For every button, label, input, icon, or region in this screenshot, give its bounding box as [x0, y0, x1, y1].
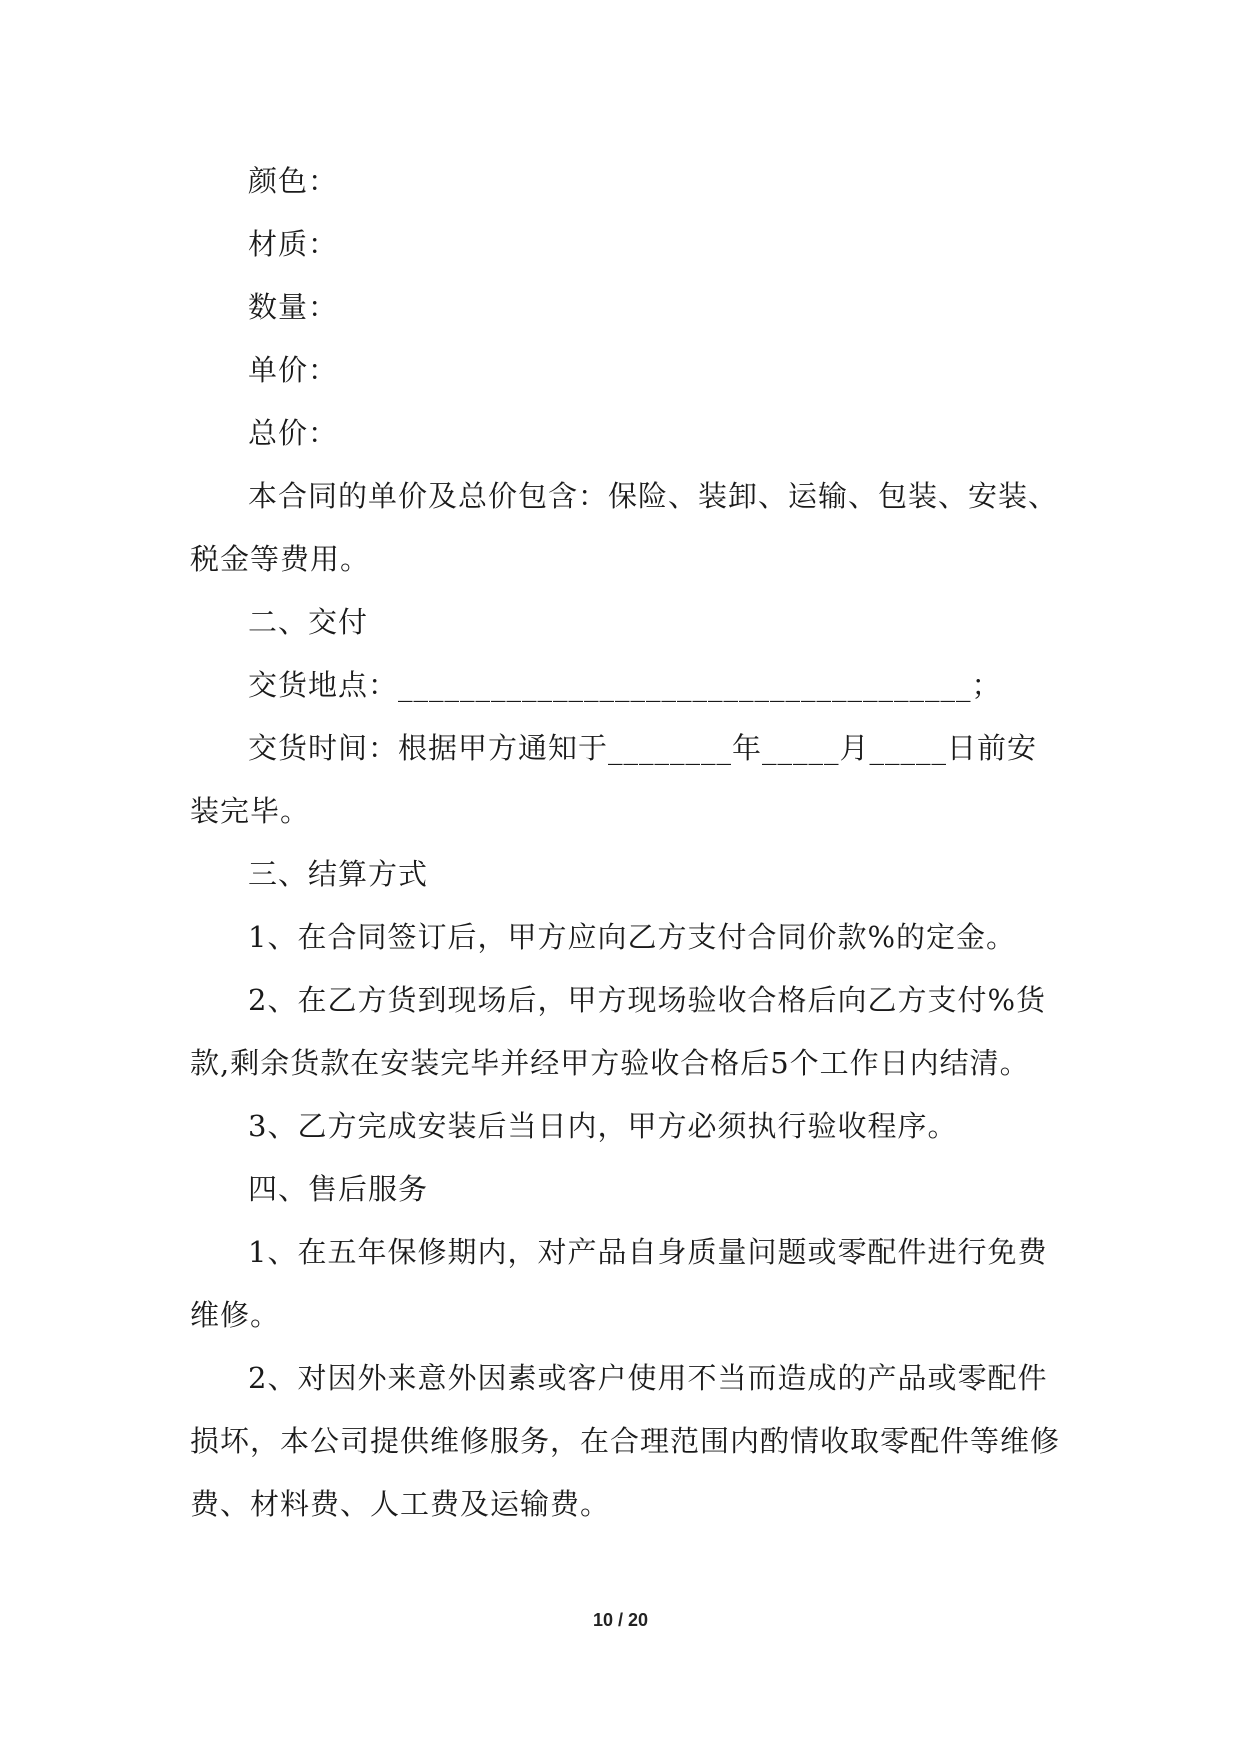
section-heading-delivery: 二、交付	[248, 605, 369, 639]
settlement-clause-2: 2、在乙方货到现场后，甲方现场验收合格后向乙方支付%货款,剩余货款在安装完毕并经甲方验收合格后5个工作日内结清。	[190, 983, 1047, 1080]
delivery-location: 交货地点：_____________________________________；	[248, 668, 1002, 702]
field-total-price: 总价：	[248, 416, 339, 450]
field-material: 材质：	[248, 227, 339, 261]
field-quantity: 数量：	[248, 290, 339, 324]
after-sales-clause-2: 2、对因外来意外因素或客户使用不当而造成的产品或零配件损坏，本公司提供维修服务，在合理范围内酌情收取零配件等维修费、材料费、人工费及运输费。	[190, 1361, 1061, 1521]
field-unit-price: 单价：	[248, 353, 339, 387]
after-sales-clause-1: 1、在五年保修期内，对产品自身质量问题或零配件进行免费维修。	[190, 1235, 1048, 1332]
price-inclusion-clause: 本合同的单价及总价包含：保险、装卸、运输、包装、安装、税金等费用。	[190, 479, 1059, 576]
page-number: 10 / 20	[592, 1610, 649, 1630]
section-heading-after-sales: 四、售后服务	[248, 1172, 429, 1206]
settlement-clause-1: 1、在合同签订后，甲方应向乙方支付合同价款%的定金。	[248, 920, 1017, 954]
settlement-clause-3: 3、乙方完成安装后当日内，甲方必须执行验收程序。	[248, 1109, 958, 1143]
section-heading-settlement: 三、结算方式	[248, 857, 429, 891]
delivery-time: 交货时间：根据甲方通知于________年_____月_____日前安装完毕。	[190, 731, 1038, 828]
document-body	[190, 150, 1060, 1536]
field-color: 颜色：	[248, 164, 339, 198]
